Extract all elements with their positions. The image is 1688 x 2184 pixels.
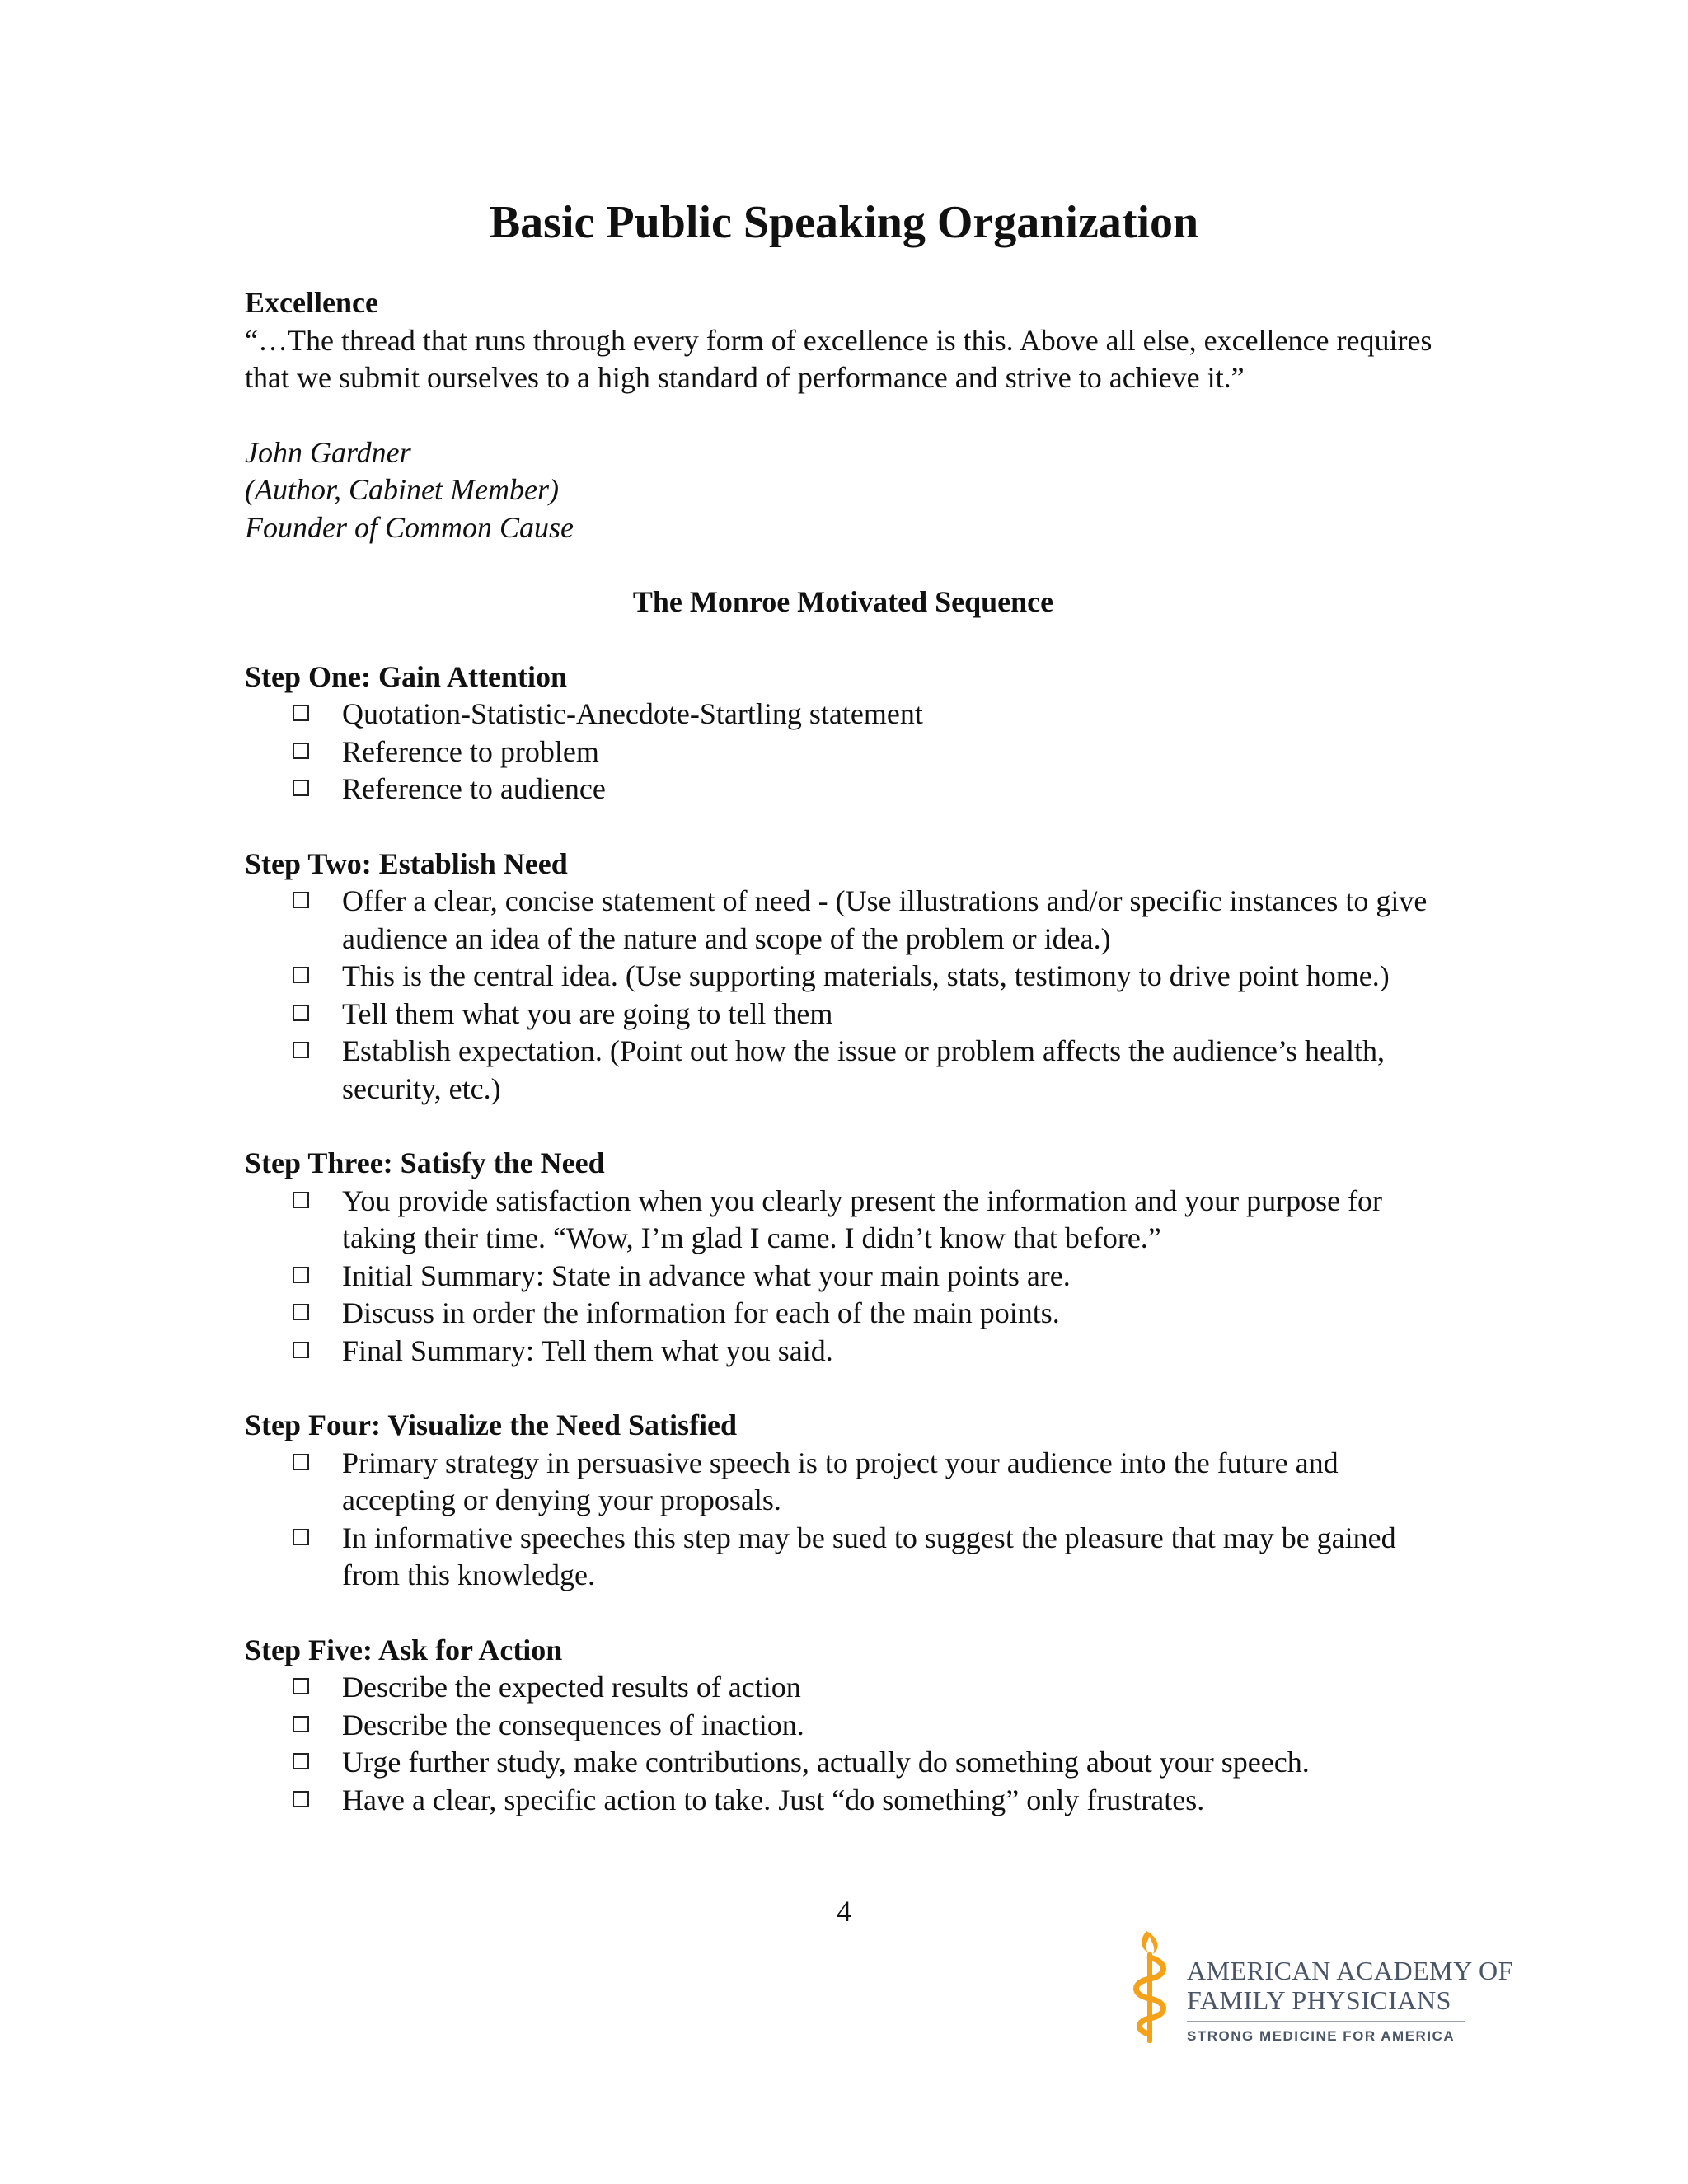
document-body (245, 284, 1481, 1819)
checkbox-icon (293, 1304, 309, 1320)
checklist-item (245, 996, 1456, 1033)
checklist-item-text: Have a clear, specific action to take. Just “do something” only frustrates. (342, 1783, 1205, 1816)
checklist-item (245, 1333, 1456, 1371)
attribution-role: (Author, Cabinet Member) (245, 473, 559, 506)
step-title: Step Four: Visualize the Need Satisfied (245, 1408, 737, 1441)
caduceus-icon (1125, 1924, 1175, 2048)
page-number: 4 (837, 1895, 851, 1928)
checklist-item-text: Urge further study, make contributions, actually do something about your speech. (342, 1746, 1310, 1779)
checkbox-icon (293, 1192, 309, 1208)
checklist (245, 883, 1481, 1108)
checklist-item (245, 1669, 1456, 1707)
checklist-item-text: You provide satisfaction when you clearly present the information and your purpose for taking their time. “Wow, I’m glad I came. I didn’t know that before.” (342, 1183, 1383, 1254)
checklist-item (245, 958, 1456, 996)
checklist-item (245, 1744, 1456, 1782)
checklist (245, 1669, 1481, 1819)
logo-line2: FAMILY PHYSICIANS (1187, 1985, 1451, 2015)
checklist-item-text: Initial Summary: State in advance what your main points are. (342, 1258, 1071, 1292)
checklist-item (245, 1782, 1456, 1820)
checklist-item-text: Establish expectation. (Point out how the issue or problem affects the audience’s health, security, etc.) (342, 1034, 1386, 1105)
checklist-item-text: Discuss in order the information for each of the main points. (342, 1296, 1060, 1329)
checkbox-icon (293, 1042, 309, 1058)
checkbox-icon (293, 1454, 309, 1470)
checklist-item-text: Final Summary: Tell them what you said. (342, 1333, 833, 1367)
checkbox-icon (293, 892, 309, 908)
checkbox-icon (293, 780, 309, 796)
step-five (245, 1632, 1481, 1820)
checkbox-icon (293, 1529, 309, 1545)
checklist-item (245, 733, 1456, 771)
checklist-item (245, 696, 1456, 733)
checklist-item (245, 1295, 1456, 1333)
checklist-item-text: Describe the consequences of inaction. (342, 1708, 804, 1741)
step-four (245, 1407, 1481, 1595)
checklist-item (245, 883, 1456, 958)
step-title: Step Three: Satisfy the Need (245, 1146, 605, 1179)
checkbox-icon (293, 1342, 309, 1358)
logo-line1: AMERICAN ACADEMY OF (1187, 1956, 1513, 1985)
checklist-item (245, 771, 1456, 808)
checklist-item-text: Offer a clear, concise statement of need - (Use illustrations and/or specific instances to give audience an idea of the nature and scope of the problem or idea.) (342, 884, 1428, 955)
attribution-founder: Founder of Common Cause (245, 510, 574, 544)
step-title: Step Two: Establish Need (245, 846, 568, 880)
checklist-item-text: Quotation-Statistic-Anecdote-Startling statement (342, 697, 923, 730)
checkbox-icon (293, 1791, 309, 1807)
checklist-item-text: Tell them what you are going to tell them (342, 996, 833, 1030)
checkbox-icon (293, 967, 309, 983)
checkbox-icon (293, 743, 309, 759)
checklist-item (245, 1183, 1456, 1258)
checklist-item (245, 1520, 1456, 1595)
checkbox-icon (293, 1005, 309, 1021)
checklist (245, 696, 1481, 808)
checkbox-icon (293, 1753, 309, 1769)
checklist-item (245, 1707, 1456, 1745)
excellence-quote: “…The thread that runs through every form of excellence is this. Above all else, excellence requires that we submit ourselves to a high standard of performance and strive to achieve it.” (245, 323, 1432, 394)
checkbox-icon (293, 1716, 309, 1732)
step-two (245, 846, 1481, 1108)
checklist-item (245, 1445, 1456, 1520)
checklist-item (245, 1033, 1456, 1108)
logo-divider (1187, 2021, 1465, 2022)
checklist (245, 1445, 1481, 1595)
checklist-item-text: Primary strategy in persuasive speech is to project your audience into the future and accepting or denying your proposals. (342, 1446, 1339, 1516)
step-one (245, 658, 1481, 808)
checklist-item-text: Describe the expected results of action (342, 1671, 801, 1704)
aafp-logo (1125, 1924, 1513, 2048)
checklist-item-text: Reference to audience (342, 772, 606, 805)
page-title: Basic Public Speaking Organization (489, 197, 1199, 248)
logo-tagline: STRONG MEDICINE FOR AMERICA (1187, 2028, 1456, 2044)
checklist-item-text: This is the central idea. (Use supporting materials, stats, testimony to drive point home.) (342, 959, 1390, 992)
checkbox-icon (293, 705, 309, 721)
checklist-item (245, 1258, 1456, 1296)
step-three (245, 1145, 1481, 1370)
step-title: Step One: Gain Attention (245, 659, 568, 693)
excellence-heading: Excellence (245, 286, 378, 319)
checklist-item-text: Reference to problem (342, 734, 599, 768)
step-title: Step Five: Ask for Action (245, 1633, 563, 1666)
checkbox-icon (293, 1678, 309, 1694)
checklist-item-text: In informative speeches this step may be sued to suggest the pleasure that may be gained from this knowledge. (342, 1521, 1396, 1591)
quote-attribution (245, 434, 1481, 547)
sequence-title: The Monroe Motivated Sequence (632, 585, 1054, 618)
attribution-name: John Gardner (245, 435, 411, 469)
checklist (245, 1183, 1481, 1371)
checkbox-icon (293, 1267, 309, 1283)
